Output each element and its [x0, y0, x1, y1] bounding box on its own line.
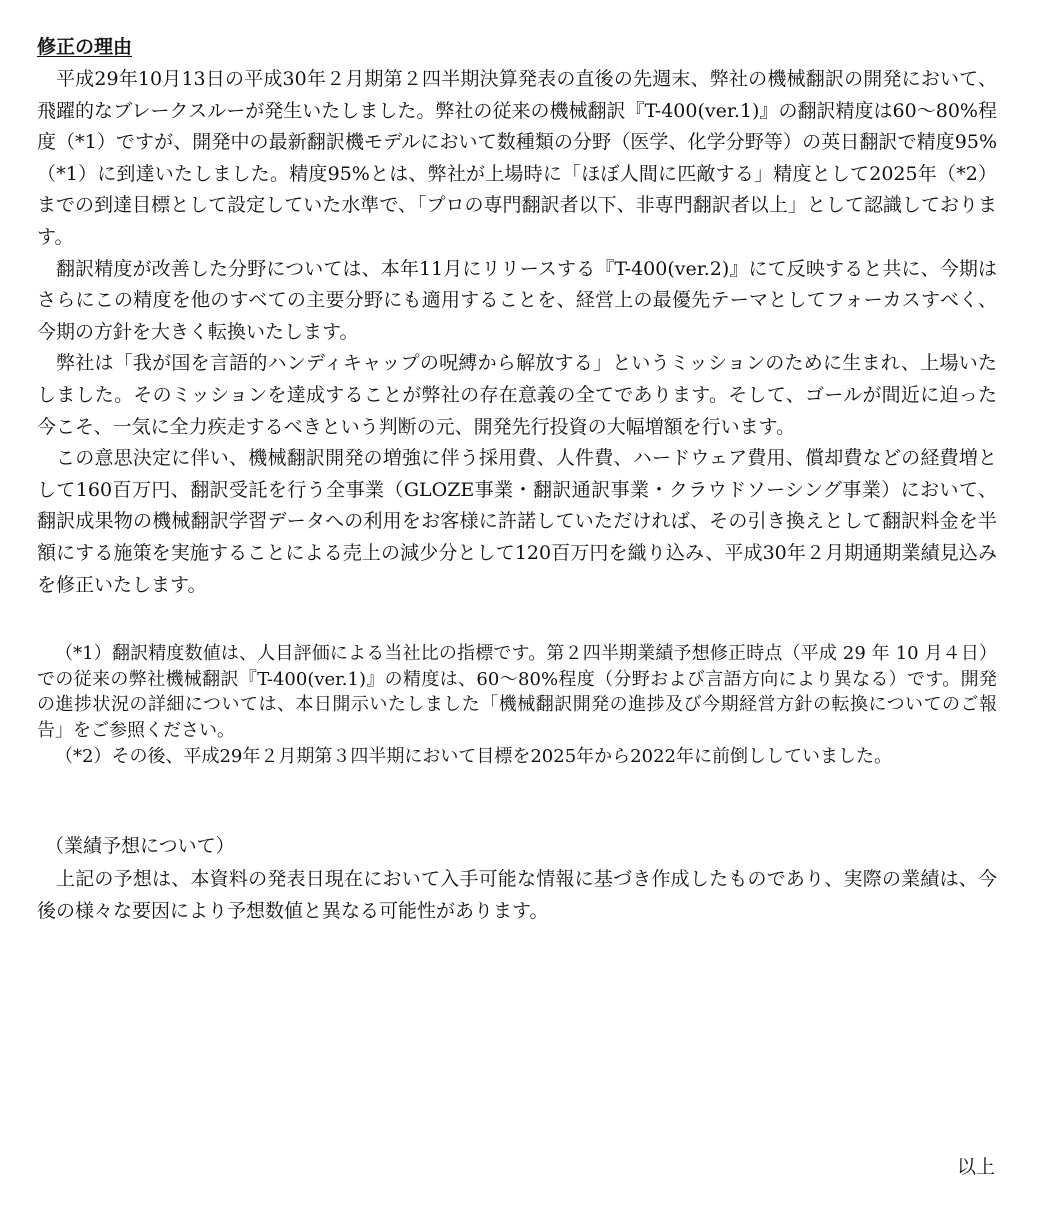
paragraph-forecast-revision: この意思決定に伴い、機械翻訳開発の増強に伴う採用費、人件費、ハードウェア費用、償却費などの経費増として160百万円、翻訳受託を行う全事業（GLOZE事業・翻訳通訳事業・クラウドソーシング事業）において、翻訳成果物の機械翻訳学習データへの利用をお客様に許諾していただければ、その引き換えとして翻訳料金を半額にする施策を実施することによる売上の減少分として120百万円を織り込み、平成30年２月期通期業績見込みを修正いたします。 [37, 447, 997, 596]
paragraph-mission: 弊社は「我が国を言語的ハンディキャップの呪縛から解放する」というミッションのために生まれ、上場いたしました。そのミッションを達成することが弊社の存在意義の全てであります。そして、ゴールが間近に迫った今こそ、一気に全力疾走するべきという判断の元、開発先行投資の大幅増額を行います。 [37, 352, 997, 438]
forecast-heading: （業績予想について） [45, 835, 235, 858]
forecast-disclaimer: 上記の予想は、本資料の発表日現在において入手可能な情報に基づき作成したものであり、実際の業績は、今後の様々な要因により予想数値と異なる可能性があります。 [37, 868, 997, 922]
closing-mark: 以上 [956, 1156, 995, 1178]
section-heading: 修正の理由 [37, 36, 133, 58]
paragraph-breakthrough: 平成29年10月13日の平成30年２月期第２四半期決算発表の直後の先週末、弊社の機械翻訳の開発において、飛躍的なブレークスルーが発生いたしました。弊社の従来の機械翻訳『T-400(ver.1)』の翻訳精度は60～80%程度（*1）ですが、開発中の最新翻訳機モデルにおいて数種類の分野（医学、化学分野等）の英日翻訳で精度95%（*1）に到達いたしました。精度95%とは、弊社が上場時に「ほぼ人間に匹敵する」精度として2025年（*2）までの到達目標として設定していた水準で、「プロの専門翻訳者以下、非専門翻訳者以上」として認識しております。 [37, 68, 997, 248]
footnotes [37, 641, 997, 771]
footnote-2: （*2）その後、平成29年２月期第３四半期において目標を2025年から2022年に前倒ししていました。 [55, 746, 892, 768]
paragraph-policy-change: 翻訳精度が改善した分野については、本年11月にリリースする『T-400(ver.2)』にて反映すると共に、今期はさらにこの精度を他のすべての主要分野にも適用することを、経営上の最優先テーマとしてフォーカスすべく、今期の方針を大きく転換いたします。 [37, 257, 997, 343]
footnote-1: （*1）翻訳精度数値は、人目評価による当社比の指標です。第２四半期業績予想修正時点（平成 29 年 10 月４日）での従来の弊社機械翻訳『T-400(ver.1)』の精度は、60～80%程度（分野および言語方向により異なる）です。開発の進捗状況の詳細については、本日開示いたしました「機械翻訳開発の進捗及び今期経営方針の転換についてのご報告」をご参照ください。 [37, 643, 997, 741]
document-body [37, 34, 997, 927]
